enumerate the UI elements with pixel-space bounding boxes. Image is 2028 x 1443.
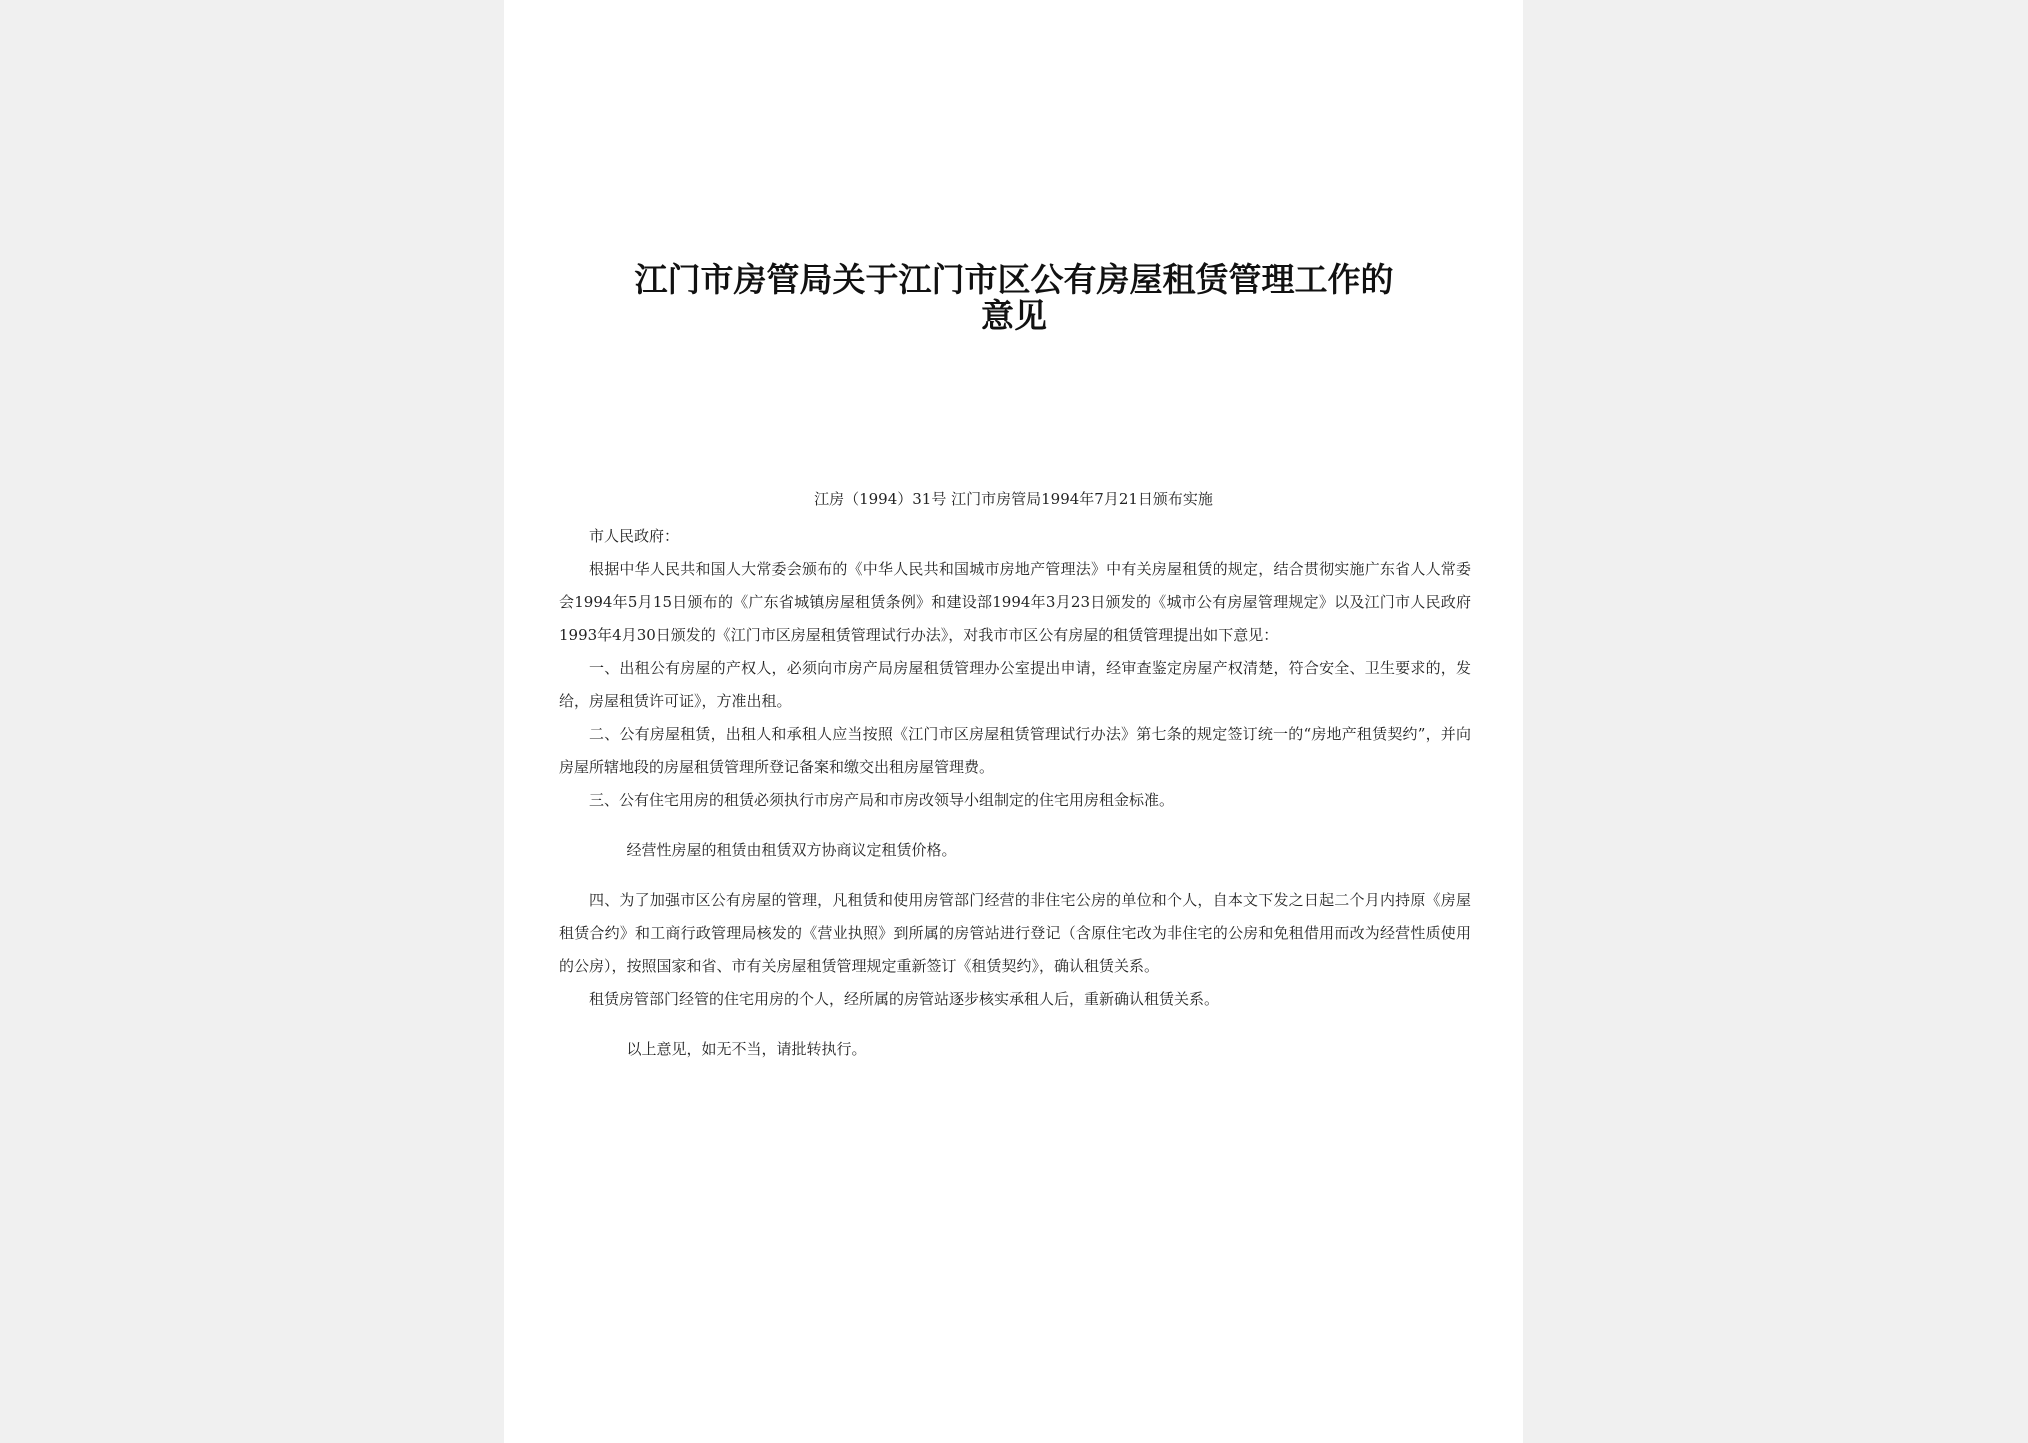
paragraph-item-3: 三、公有住宅用房的租赁必须执行市房产局和市房改领导小组制定的住宅用房租金标准。 [589,791,1175,809]
title-line-2: 意见 [981,296,1047,335]
title-line-1: 江门市房管局关于江门市区公有房屋租赁管理工作的 [634,260,1394,299]
paragraph-item-1: 一、出租公有房屋的产权人，必须向市房产局房屋租赁管理办公室提出申请，经审查鉴定房屋产权清楚，符合安全、卫生要求的，发给，房屋租赁许可证》，方准出租。 [559,659,1471,710]
paragraph-item-2: 二、公有房屋租赁，出租人和承租人应当按照《江门市区房屋租赁管理试行办法》第七条的规定签订统一的“房地产租赁契约”，并向房屋所辖地段的房屋租赁管理所登记备案和缴交出租房屋管理费。 [559,725,1471,776]
issuance-info: 江房（1994）31号 江门市房管局1994年7月21日颁布实施 [814,490,1213,508]
paragraph-item-4: 四、为了加强市区公有房屋的管理，凡租赁和使用房管部门经营的非住宅公房的单位和个人，自本文下发之日起二个月内持原《房屋租赁合约》和工商行政管理局核发的《营业执照》到所属的房管站进行登记（含原住宅改为非住宅的公房和免租借用而改为经营性质使用的公房），按照国家和省、市有关房屋租赁管理规定重新签订《租赁契约》，确认租赁关系。 [559,891,1471,975]
paragraph-item-3-note: 经营性房屋的租赁由租赁双方协商议定租赁价格。 [626,841,957,859]
salutation: 市人民政府： [589,527,680,545]
paragraph-intro: 根据中华人民共和国人大常委会颁布的《中华人民共和国城市房地产管理法》中有关房屋租赁的规定，结合贯彻实施广东省人人常委会1994年5月15日颁布的《广东省城镇房屋租赁条例》和建设部1994年3月23日颁发的《城市公有房屋管理规定》以及江门市人民政府1993年4月30日颁发的《江门市区房屋租赁管理试行办法》，对我市市区公有房屋的租赁管理提出如下意见： [559,560,1471,644]
closing-line: 以上意见，如无不当，请批转执行。 [626,1040,867,1058]
document-body [559,520,1471,1066]
paragraph-item-4-note: 租赁房管部门经管的住宅用房的个人，经所属的房管站逐步核实承租人后，重新确认租赁关系。 [589,990,1220,1008]
document-page [504,0,1523,1443]
document-title [584,262,1444,334]
